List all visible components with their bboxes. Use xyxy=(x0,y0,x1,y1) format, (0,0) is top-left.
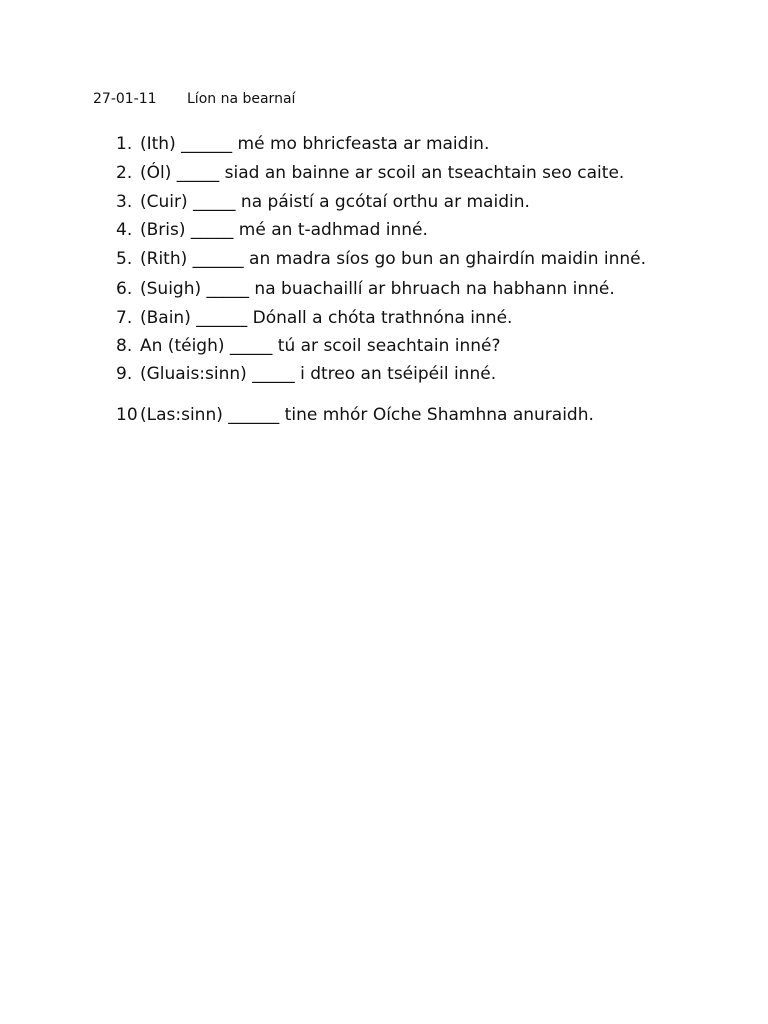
exercise-item-3 xyxy=(116,188,676,216)
exercise-item-9 xyxy=(116,360,676,388)
exercise-sentence: (Bris) _____ mé an t-adhmad inné. xyxy=(140,220,428,240)
exercise-number: 9. xyxy=(116,364,133,384)
exercise-sentence: An (téigh) _____ tú ar scoil seachtain inné? xyxy=(140,336,501,356)
exercise-item-10 xyxy=(116,401,676,429)
exercise-item-2 xyxy=(116,158,676,188)
exercise-number: 7. xyxy=(116,308,133,328)
exercise-number: 3. xyxy=(116,192,133,212)
exercise-number: 10 xyxy=(116,405,138,425)
worksheet-title: Líon na bearnaí xyxy=(187,91,296,107)
exercise-sentence: (Las:sinn) ______ tine mhór Oíche Shamhna anuraidh. xyxy=(140,405,594,425)
exercise-sentence: (Gluais:sinn) _____ i dtreo an tséipéil inné. xyxy=(140,364,497,384)
exercise-sentence: (Cuir) _____ na páistí a gcótaí orthu ar maidin. xyxy=(140,192,530,212)
exercise-item-7 xyxy=(116,304,676,332)
exercise-number: 8. xyxy=(116,336,133,356)
exercise-item-1 xyxy=(116,130,676,158)
exercise-number: 6. xyxy=(116,279,133,299)
exercise-sentence: (Bain) ______ Dónall a chóta trathnóna inné. xyxy=(140,308,513,328)
exercise-number: 5. xyxy=(116,249,133,269)
exercise-sentence: (Rith) ______ an madra síos go bun an ghairdín maidin inné. xyxy=(140,249,647,269)
exercise-list xyxy=(116,130,676,429)
exercise-number: 2. xyxy=(116,163,133,183)
exercise-number: 1. xyxy=(116,134,133,154)
exercise-number: 4. xyxy=(116,220,133,240)
exercise-sentence: (Ól) _____ siad an bainne ar scoil an tseachtain seo caite. xyxy=(140,163,625,183)
exercise-sentence: (Suigh) _____ na buachaillí ar bhruach na habhann inné. xyxy=(140,279,615,299)
worksheet-date: 27-01-11 xyxy=(93,91,157,107)
exercise-item-8 xyxy=(116,332,676,360)
exercise-item-6 xyxy=(116,274,676,304)
exercise-item-4 xyxy=(116,216,676,244)
exercise-item-5 xyxy=(116,244,676,274)
exercise-sentence: (Ith) ______ mé mo bhricfeasta ar maidin. xyxy=(140,134,490,154)
worksheet-header xyxy=(93,91,295,107)
